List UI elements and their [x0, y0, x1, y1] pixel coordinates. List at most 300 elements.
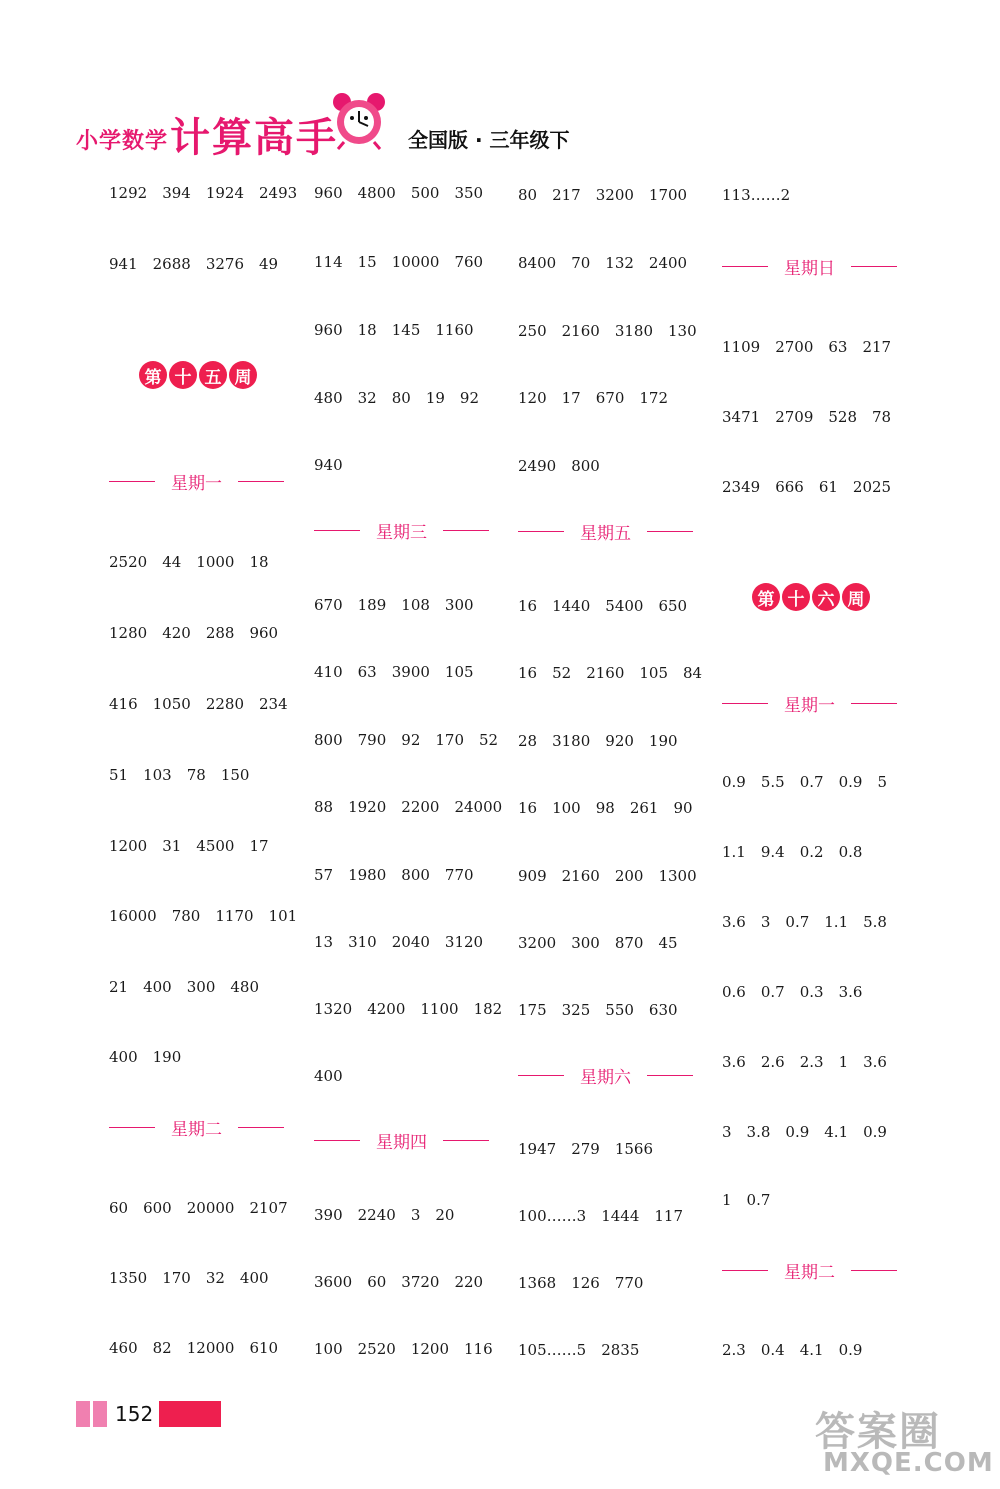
answer-row [314, 596, 489, 614]
answer-value: 1050 [152, 695, 191, 713]
answer-value: 90 [673, 799, 693, 817]
answer-value: 113……2 [722, 186, 791, 204]
answer-value: 190 [648, 732, 678, 750]
divider-line [109, 1127, 155, 1129]
brand-title-big: 计算高手 [170, 115, 338, 161]
watermark-logo-text: 答案圈 [815, 1409, 941, 1455]
answer-value: 1980 [348, 866, 387, 884]
answer-value: 870 [614, 934, 644, 952]
answer-value: 175 [518, 1001, 547, 1019]
answer-value: 18 [249, 553, 269, 571]
answer-value: 3.6 [722, 1053, 746, 1071]
page-header [76, 88, 636, 161]
divider-line [518, 1075, 564, 1077]
answer-value: 3 [722, 1123, 732, 1141]
answer-value: 920 [605, 732, 634, 750]
answer-value: 630 [648, 1001, 678, 1019]
answer-value: 108 [401, 596, 430, 614]
page-number: 152 [115, 1402, 154, 1426]
answer-value: 2240 [357, 1206, 396, 1224]
divider-line [314, 1140, 360, 1142]
answer-value: 116 [464, 1340, 493, 1358]
answer-value: 500 [410, 184, 440, 202]
answer-value: 12000 [186, 1339, 235, 1357]
answer-value: 4.1 [824, 1123, 849, 1141]
answer-value: 670 [314, 596, 343, 614]
answer-value: 31 [162, 837, 182, 855]
answer-value: 400 [109, 1048, 138, 1066]
answer-row [314, 866, 489, 884]
answer-value: 21 [109, 978, 129, 996]
answer-value: 0.9 [863, 1123, 887, 1141]
answer-row [109, 1269, 284, 1287]
answer-value: 1109 [722, 338, 761, 356]
answer-value: 610 [249, 1339, 279, 1357]
answer-value: 78 [186, 766, 206, 784]
answer-value: 105 [639, 664, 669, 682]
answer-value: 2160 [561, 867, 600, 885]
answer-value: 105……5 [518, 1341, 587, 1359]
weekday-header [314, 1128, 489, 1153]
answer-row [109, 184, 312, 202]
answer-value: 940 [314, 456, 343, 474]
weekday-label: 星期日 [784, 259, 835, 279]
answer-row [314, 731, 513, 749]
answer-row [109, 1048, 196, 1066]
answer-value: 1.1 [722, 843, 746, 861]
answer-value: 2520 [357, 1340, 396, 1358]
week-badge-char: 周 [842, 583, 870, 611]
weekday-label: 星期一 [784, 696, 835, 716]
answer-value: 16 [518, 799, 538, 817]
answer-value: 145 [391, 321, 421, 339]
answer-value: 770 [614, 1274, 644, 1292]
answer-value: 416 [109, 695, 138, 713]
answer-value: 92 [459, 389, 480, 407]
weekday-label: 星期六 [580, 1068, 631, 1088]
week-badge-char: 周 [229, 361, 257, 389]
answer-value: 1920 [348, 798, 387, 816]
answer-value: 2040 [391, 933, 430, 951]
answer-row [109, 1199, 303, 1217]
answer-value: 2688 [152, 255, 191, 273]
edition-label: 全国版 · 三年级下 [408, 128, 570, 152]
answer-row [314, 456, 358, 474]
answer-value: 960 [314, 321, 343, 339]
answer-value: 98 [595, 799, 615, 817]
answer-row [314, 1206, 469, 1224]
answer-row [314, 1067, 358, 1085]
answer-value: 15 [357, 253, 377, 271]
answer-value: 17 [561, 389, 581, 407]
answer-value: 760 [454, 253, 484, 271]
weekday-header [109, 1115, 284, 1140]
answer-value: 84 [683, 664, 703, 682]
answer-value: 288 [205, 624, 235, 642]
answer-value: 650 [658, 597, 688, 615]
answer-row [722, 408, 906, 426]
answer-row [518, 664, 717, 682]
answer-value: 172 [639, 389, 669, 407]
answer-value: 80 [518, 186, 538, 204]
answer-value: 3.8 [746, 1123, 771, 1141]
answer-value: 0.9 [722, 773, 746, 791]
answer-value: 0.9 [785, 1123, 810, 1141]
answer-value: 150 [220, 766, 250, 784]
answer-value: 2160 [586, 664, 625, 682]
answer-value: 790 [357, 731, 387, 749]
answer-value: 1.1 [824, 913, 849, 931]
answer-value: 5.8 [863, 913, 887, 931]
answer-value: 9.4 [760, 843, 785, 861]
answer-value: 909 [518, 867, 547, 885]
answer-value: 61 [818, 478, 838, 496]
answer-value: 3 [410, 1206, 421, 1224]
answer-value: 126 [571, 1274, 600, 1292]
divider-line [722, 703, 768, 705]
answer-value: 20 [435, 1206, 455, 1224]
answer-row [314, 1340, 508, 1358]
answer-value: 1200 [109, 837, 148, 855]
answer-value: 4500 [196, 837, 235, 855]
answer-row [314, 253, 498, 271]
answer-value: 16 [518, 597, 538, 615]
answer-value: 666 [775, 478, 804, 496]
answer-value: 0.7 [746, 1191, 771, 1209]
answer-value: 2400 [648, 254, 688, 272]
answer-value: 420 [162, 624, 191, 642]
answer-value: 800 [314, 731, 343, 749]
answer-value: 2.3 [799, 1053, 824, 1071]
answer-value: 2.6 [760, 1053, 785, 1071]
answer-value: 3276 [205, 255, 245, 273]
answer-value: 4200 [367, 1000, 406, 1018]
answer-value: 2709 [775, 408, 814, 426]
answer-value: 63 [828, 338, 848, 356]
answer-value: 220 [454, 1273, 484, 1291]
answer-value: 80 [391, 389, 411, 407]
answer-row [314, 1000, 517, 1018]
answer-value: 60 [367, 1273, 387, 1291]
answer-value: 3.6 [863, 1053, 887, 1071]
answer-value: 3180 [552, 732, 591, 750]
answer-row [314, 389, 494, 407]
answer-value: 70 [571, 254, 591, 272]
answer-value: 19 [425, 389, 445, 407]
answer-value: 2349 [722, 478, 761, 496]
answer-value: 1566 [614, 1140, 654, 1158]
answer-value: 2025 [852, 478, 892, 496]
answer-value: 390 [314, 1206, 343, 1224]
week-badge-char: 十 [169, 361, 197, 389]
week-badge-char: 五 [199, 361, 227, 389]
answer-value: 0.6 [722, 983, 746, 1001]
answer-value: 2280 [205, 695, 245, 713]
answer-value: 32 [357, 389, 377, 407]
answer-value: 103 [143, 766, 172, 784]
answer-value: 2.3 [722, 1341, 746, 1359]
answer-value: 1947 [518, 1140, 557, 1158]
divider-line [518, 531, 564, 533]
answer-value: 0.3 [799, 983, 824, 1001]
divider-line [647, 1075, 693, 1077]
weekday-header [109, 469, 284, 494]
answer-value: 51 [109, 766, 129, 784]
answer-row [722, 983, 877, 1001]
answer-value: 400 [239, 1269, 269, 1287]
divider-line [722, 1270, 768, 1272]
answer-row [722, 1123, 902, 1141]
answer-row [518, 389, 683, 407]
answer-row [518, 1274, 658, 1292]
answer-row [109, 1339, 293, 1357]
answer-value: 1444 [601, 1207, 640, 1225]
answer-value: 3600 [314, 1273, 353, 1291]
answer-row [722, 186, 805, 204]
answer-value: 261 [629, 799, 659, 817]
answer-row [518, 254, 702, 272]
answer-value: 1320 [314, 1000, 353, 1018]
weekday-label: 星期五 [580, 524, 631, 544]
answer-value: 100……3 [518, 1207, 587, 1225]
answer-value: 82 [152, 1339, 172, 1357]
answer-value: 52 [479, 731, 499, 749]
answer-value: 28 [518, 732, 538, 750]
answer-row [109, 766, 264, 784]
answer-value: 105 [444, 663, 474, 681]
divider-line [314, 530, 360, 532]
answer-value: 32 [205, 1269, 225, 1287]
answer-row [722, 1191, 785, 1209]
answer-value: 44 [162, 553, 182, 571]
answer-row [314, 184, 498, 202]
answer-row [722, 913, 902, 931]
answer-value: 2493 [259, 184, 298, 202]
answer-row [518, 457, 615, 475]
answer-value: 1280 [109, 624, 148, 642]
answer-value: 300 [186, 978, 216, 996]
answer-row [109, 695, 303, 713]
answer-row [109, 553, 284, 571]
watermark-url: MXQE.COM [823, 1448, 994, 1478]
answer-value: 941 [109, 255, 138, 273]
answer-value: 250 [518, 322, 547, 340]
answer-value: 325 [561, 1001, 591, 1019]
answer-value: 88 [314, 798, 334, 816]
answer-value: 350 [454, 184, 484, 202]
answer-value: 5400 [605, 597, 644, 615]
answer-value: 5.5 [760, 773, 785, 791]
answer-value: 1170 [215, 907, 254, 925]
answer-value: 670 [595, 389, 625, 407]
answer-value: 24000 [454, 798, 503, 816]
answer-value: 100 [314, 1340, 343, 1358]
answer-value: 2520 [109, 553, 148, 571]
answer-value: 1924 [205, 184, 245, 202]
weekday-label: 星期三 [376, 523, 427, 543]
answer-value: 2700 [775, 338, 814, 356]
answer-value: 1100 [420, 1000, 459, 1018]
weekday-header [314, 518, 489, 543]
answer-value: 0.8 [838, 843, 863, 861]
answer-value: 49 [259, 255, 279, 273]
answer-value: 460 [109, 1339, 138, 1357]
divider-line [443, 530, 489, 532]
answer-row [109, 624, 293, 642]
answer-value: 279 [571, 1140, 600, 1158]
answer-value: 400 [143, 978, 172, 996]
answer-value: 120 [518, 389, 547, 407]
answer-value: 3471 [722, 408, 761, 426]
divider-line [722, 266, 768, 268]
answer-row [314, 798, 517, 816]
weekday-label: 星期一 [171, 474, 222, 494]
answer-value: 3.6 [722, 913, 746, 931]
answer-value: 4.1 [799, 1341, 824, 1359]
answer-value: 52 [552, 664, 572, 682]
answer-row [518, 732, 693, 750]
answer-row [109, 907, 312, 925]
answer-value: 2160 [561, 322, 600, 340]
weekday-header [722, 254, 897, 279]
answer-value: 1300 [658, 867, 697, 885]
answer-value: 1000 [196, 553, 235, 571]
weekday-header [518, 519, 693, 544]
answer-value: 300 [444, 596, 474, 614]
divider-line [851, 266, 897, 268]
answer-value: 1 [838, 1053, 849, 1071]
answer-value: 2200 [401, 798, 440, 816]
answer-value: 1350 [109, 1269, 148, 1287]
answer-value: 480 [314, 389, 343, 407]
answer-value: 78 [872, 408, 892, 426]
answer-value: 3200 [518, 934, 557, 952]
answer-value: 3.6 [838, 983, 863, 1001]
answer-row [314, 663, 489, 681]
answer-value: 10000 [391, 253, 440, 271]
answer-value: 1 [722, 1191, 732, 1209]
answer-value: 217 [552, 186, 581, 204]
answer-value: 480 [230, 978, 260, 996]
answer-value: 1368 [518, 1274, 557, 1292]
divider-line [109, 481, 155, 483]
answer-row [109, 837, 284, 855]
answer-value: 8400 [518, 254, 557, 272]
divider-line [443, 1140, 489, 1142]
answer-value: 400 [314, 1067, 343, 1085]
answer-value: 130 [668, 322, 697, 340]
answer-value: 13 [314, 933, 334, 951]
answer-value: 57 [314, 866, 334, 884]
weekday-header [722, 691, 897, 716]
divider-line [851, 1270, 897, 1272]
answer-row [314, 933, 498, 951]
answer-value: 0.2 [799, 843, 824, 861]
weekday-header [518, 1063, 693, 1088]
week-badge [752, 583, 870, 611]
answer-value: 18 [357, 321, 377, 339]
answer-value: 3180 [614, 322, 654, 340]
answer-value: 800 [401, 866, 430, 884]
answer-value: 101 [268, 907, 298, 925]
answer-value: 0.7 [799, 773, 824, 791]
week-badge-char: 六 [812, 583, 840, 611]
answer-value: 0.9 [838, 773, 863, 791]
answer-value: 2835 [601, 1341, 640, 1359]
answer-value: 3 [760, 913, 771, 931]
weekday-header [722, 1258, 897, 1283]
answer-row [518, 934, 693, 952]
answer-value: 1700 [648, 186, 688, 204]
answer-row [518, 186, 702, 204]
answer-row [109, 978, 274, 996]
week-badge-char: 十 [782, 583, 810, 611]
answer-value: 217 [862, 338, 892, 356]
answer-value: 960 [314, 184, 343, 202]
answer-value: 1200 [410, 1340, 450, 1358]
answer-value: 234 [259, 695, 288, 713]
answer-row [518, 1140, 668, 1158]
answer-value: 0.7 [785, 913, 810, 931]
divider-line [647, 531, 693, 533]
answer-row [314, 321, 489, 339]
answer-row [722, 1341, 877, 1359]
answer-value: 200 [614, 867, 644, 885]
answer-value: 410 [314, 663, 343, 681]
answer-value: 45 [658, 934, 678, 952]
answer-value: 117 [654, 1207, 684, 1225]
answer-value: 1440 [552, 597, 591, 615]
answer-value: 190 [152, 1048, 182, 1066]
answer-value: 16 [518, 664, 538, 682]
answer-value: 0.7 [760, 983, 785, 1001]
answer-value: 600 [143, 1199, 172, 1217]
answer-value: 63 [357, 663, 377, 681]
divider-line [238, 1127, 284, 1129]
answer-row [518, 322, 712, 340]
answer-value: 5 [877, 773, 887, 791]
answer-row [518, 597, 702, 615]
page-footer [76, 1399, 221, 1429]
answer-value: 189 [357, 596, 387, 614]
answer-value: 3900 [391, 663, 430, 681]
answer-value: 182 [473, 1000, 503, 1018]
alarm-clock-mascot-icon [324, 88, 394, 150]
answer-value: 770 [444, 866, 474, 884]
divider-line [851, 703, 897, 705]
answer-row [518, 1341, 654, 1359]
answer-value: 170 [435, 731, 465, 749]
answer-row [518, 799, 708, 817]
answer-value: 170 [162, 1269, 191, 1287]
answer-value: 960 [249, 624, 279, 642]
answer-value: 394 [162, 184, 191, 202]
answer-row [722, 773, 902, 791]
week-badge-char: 第 [752, 583, 780, 611]
answer-value: 0.4 [760, 1341, 785, 1359]
divider-line [238, 481, 284, 483]
answer-value: 3720 [401, 1273, 440, 1291]
footer-bar [159, 1401, 221, 1427]
brand-title-small: 小学数学 [76, 129, 169, 154]
answer-value: 92 [401, 731, 421, 749]
answer-value: 780 [171, 907, 201, 925]
answer-row [722, 1053, 902, 1071]
week-badge-char: 第 [139, 361, 167, 389]
watermark [815, 1400, 994, 1480]
answer-value: 3200 [595, 186, 634, 204]
answer-row [722, 338, 906, 356]
